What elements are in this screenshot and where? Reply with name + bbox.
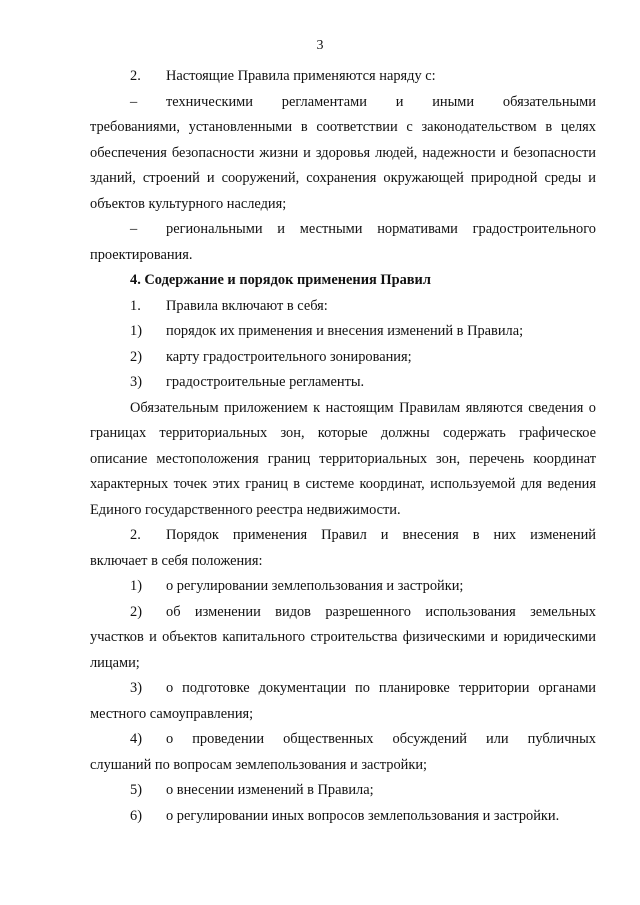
list-item [90,345,596,371]
item-marker: 1) [130,578,142,594]
item-marker: 2) [130,603,142,620]
document-body [90,64,596,829]
dash-text-continuation: требованиями, установленными в соответствии с законодательством в целях обеспечения безопасности жизни и здоровья людей, надежности и безопасности зданий, строений и сооружений, сохранения окружающей природной среды и объектов культурного наследия; [90,119,596,212]
dash-text-first-line: региональными и местными нормативами градостроительного [166,221,596,237]
page-number: 3 [316,38,324,53]
item-text: о регулировании иных вопросов землепользования и застройки. [166,807,560,824]
item-text: о внесении изменений в Правила; [166,782,374,798]
annex-paragraph: Обязательным приложением к настоящим Правилам являются сведения о границах территориальных зон, которые должны содержать графическое описание местоположения границ территориальных зон, перечень координат характерных точек этих границ в системе координат, используемой для ведения Единого государственного реестра недвижимости. [90,399,596,518]
list-item [90,778,596,804]
dash-text-continuation: проектирования. [90,246,193,263]
item-text-continuation: местного самоуправления; [90,705,254,722]
item-marker: 2. [130,527,141,543]
item-text-first-line: об изменении видов разрешенного использования земельных [166,603,596,620]
section-heading: 4. Содержание и порядок применения Правил [130,272,431,288]
dash-marker: – [130,93,138,110]
item-marker: 6) [130,807,142,824]
list-item [90,676,596,727]
dash-marker: – [130,221,138,237]
item-text: Настоящие Правила применяются наряду с: [166,68,436,84]
item-text-first-line: Порядок применения Правил и внесения в них изменений [166,527,596,543]
item-marker: 2) [130,348,142,365]
item-marker: 5) [130,782,142,798]
item-text-continuation: участков и объектов капитального строительства физическими и юридическими лицами; [90,629,596,671]
paragraph-item-2 [90,64,596,90]
item-marker: 1. [130,297,141,314]
paragraph-item-2b [90,523,596,574]
item-text-first-line: о подготовке документации по планировке территории органами [166,680,596,696]
item-marker: 2. [130,68,141,84]
item-text-continuation: включает в себя положения: [90,552,263,569]
item-text: карту градостроительного зонирования; [166,348,412,365]
dash-item-2 [90,217,596,268]
list-item [90,804,596,830]
item-marker: 3) [130,680,142,696]
item-text: Правила включают в себя: [166,297,328,314]
list-item [90,370,596,396]
item-text: о регулировании землепользования и застройки; [166,578,464,594]
dash-text-first-line: техническими регламентами и иными обязательными [166,93,596,110]
list-item [90,727,596,778]
list-item [90,574,596,600]
item-text: порядок их применения и внесения изменений в Правила; [166,323,524,339]
item-marker: 4) [130,731,142,747]
item-text-first-line: о проведении общественных обсуждений или публичных [166,731,596,747]
item-marker: 1) [130,323,142,339]
paragraph-item-1 [90,294,596,320]
item-text-continuation: слушаний по вопросам землепользования и застройки; [90,756,428,773]
list-item [90,319,596,345]
list-item [90,600,596,677]
item-text: градостроительные регламенты. [166,374,365,390]
item-marker: 3) [130,374,142,390]
dash-item-1 [90,90,596,218]
